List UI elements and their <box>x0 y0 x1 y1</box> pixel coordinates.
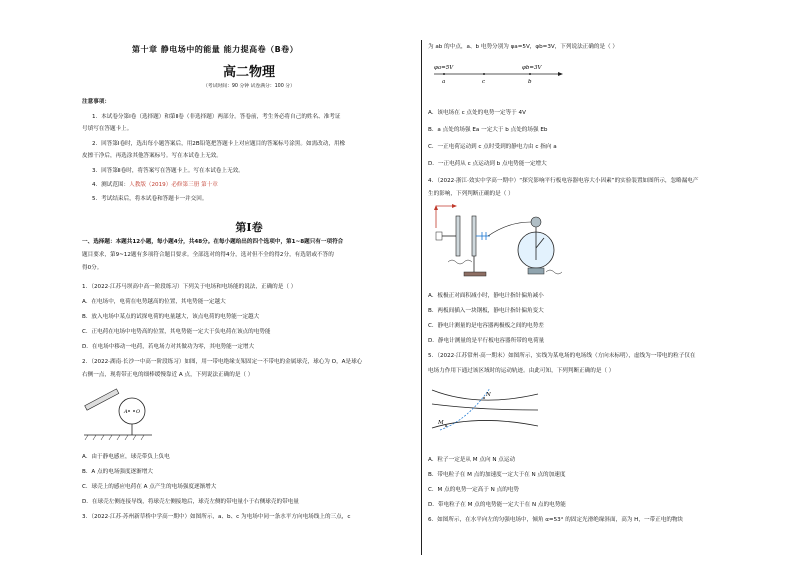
point-m-label: M <box>438 420 444 426</box>
point-c-label: c <box>482 79 486 85</box>
question-4-option: D．静电计测量的是平行板电容器所带的电荷量 <box>428 338 545 344</box>
potential-b-label: φb=3V <box>522 65 542 71</box>
question-3-option: B．a 点处的场强 Ea 一定大于 b 点处的场强 Eb <box>428 127 548 133</box>
question-6-stem: 6．如图所示，在水平向左的匀强电场中，倾角 α=53° 的固定光滑绝缘斜面，高为 H，一带正电的物块 <box>428 517 684 523</box>
field-line-figure <box>428 58 568 90</box>
shell-and-rod-figure <box>82 385 162 445</box>
question-5-option: B．带电粒子在 M 点的加速度一定大于在 N 点的加速度 <box>428 472 566 478</box>
column-divider <box>421 40 422 555</box>
field-trajectory-figure <box>428 380 548 440</box>
point-b-label: b <box>528 79 532 85</box>
question-4-option: B．两板间插入一块钢板，静电计指针偏角变大 <box>428 308 544 314</box>
question-4-stem: 4．（2022·浙江·效实中学高一期中）“探究影响平行板电容器电容大小因素”的实验装置如图所示，忽略漏电产 <box>428 178 699 184</box>
question-1-option: A．在电场中，电荷在电势越高的位置，其电势能一定越大 <box>82 299 226 305</box>
test-scope-value: 人教版（2019）必修第三册 第十章 <box>129 182 218 188</box>
point-a-label: A <box>124 409 128 415</box>
question-1-option: D．在电场中移动一电荷，若电场力对其做功为零，其电势能一定增大 <box>82 344 255 350</box>
instruction-line: 题目要求，第9~12题有多项符合题目要求。全部选对的得4分，选对但不全的得2分，有选错或不答的 <box>82 252 334 258</box>
question-4-option: A．板极正对面积减小时，静电计指针偏角减小 <box>428 293 544 299</box>
note-line: 3．回答第Ⅱ卷时，将答案写在答题卡上。写在本试卷上无效。 <box>92 168 244 174</box>
center-o-label: O <box>136 409 141 415</box>
potential-a-label: φa=5V <box>434 65 454 71</box>
question-2-stem: 右侧一点，现将带正电的细棒缓慢靠近 A 点，下列说法正确的是（ ） <box>82 372 254 378</box>
exam-title: 第十章 静电场中的能量 能力提高卷（B卷） <box>132 45 299 54</box>
test-scope-label: 4．测试范围： <box>92 182 130 188</box>
question-4-option: C．静电计测量的是电容器两极板之间的电势差 <box>428 323 544 329</box>
note-line <box>92 181 218 190</box>
point-a-label: a <box>442 79 446 85</box>
part-title: 第Ⅰ卷 <box>235 221 263 234</box>
question-5-stem: 5．（2022·江苏常州·高一期末）如图所示，实线为某电场的电场线（方向未标明），虚线为一带电的粒子仅在 <box>428 353 696 359</box>
notes-heading: 注意事项： <box>82 99 110 105</box>
subject-title: 高二物理 <box>222 65 275 80</box>
question-3-option: D．一正电荷从 c 点运动到 b 点电势能一定增大 <box>428 161 547 167</box>
question-3-stem-cont: 为 ab 的中点，a、b 电势分别为 φa=5V，φb=3V，下列说法正确的是（ ） <box>428 44 619 50</box>
question-5-option: D．带电粒子在 M 点的电势能一定大于在 N 点的电势能 <box>428 502 566 508</box>
note-line: 皮擦干净后，再选涂其他答案标号。写在本试卷上无效。 <box>82 153 222 159</box>
question-2-stem: 2．（2022·湖南·长沙一中高一阶段练习）如图，用一带电绝缘支架固定一不带电的金属球壳，球心为 O，A是球心 <box>82 359 363 365</box>
question-3-stem: 3．（2022·江苏·苏州新草桥中学高一期中）如图所示，a、b、c 为电场中同一条水平方向电场线上的三点，c <box>82 514 351 520</box>
instruction-line: 一、选择题：本题共12小题，每小题4分，共48分。在每小题给出的四个选项中，第1~8题只有一项符合 <box>82 239 344 245</box>
question-1-stem: 1．（2022·江苏马坝高中高一阶段练习）下列关于电场和电场能的说法，正确的是（ ） <box>82 284 297 290</box>
note-line: 5．考试结束后，将本试卷和答题卡一并交回。 <box>92 196 208 202</box>
point-n-label: N <box>486 392 491 398</box>
question-5-option: A．粒子一定是从 M 点向 N 点运动 <box>428 457 516 463</box>
exam-meta: （考试时间：90 分钟 试卷满分：100 分） <box>203 84 295 89</box>
question-4-stem: 生的影响，下列判断正确的是（ ） <box>428 191 514 197</box>
question-3-option: C．一正电荷运动到 c 点时受到的静电力由 c 指向 a <box>428 144 557 150</box>
question-5-option: C．M 点的电势一定高于 N 点的电势 <box>428 487 519 493</box>
capacitor-electrometer-figure <box>428 202 568 284</box>
note-line: 号填写在答题卡上。 <box>82 126 133 132</box>
question-1-option: B．放入电场中某点的试探电荷的电量越大，该点电荷的电势能一定越大 <box>82 314 260 320</box>
note-line: 1．本试卷分第Ⅰ卷（选择题）和第Ⅱ卷（非选择题）两部分。答卷前，考生务必将自己的姓名、准考证 <box>92 114 341 120</box>
question-2-option: C．球壳上的感应电荷在 A 点产生的电场强度逐渐增大 <box>82 484 217 490</box>
question-5-stem: 电场力作用下通过该区域时的运动轨迹。由此可知，下列判断正确的是（ ） <box>428 368 615 374</box>
instruction-line: 得0分。 <box>82 265 103 271</box>
question-2-option: A．由于静电感应，球壳带负上负电 <box>82 454 170 460</box>
note-line: 2．回答第Ⅰ卷时，选出每小题答案后，用2B铅笔把答题卡上对应题目的答案标号涂黑。如需改动，用橡 <box>92 141 346 147</box>
question-3-option: A．该电场在 c 点处的电势一定等于 4V <box>428 110 526 116</box>
right-column <box>428 0 766 562</box>
question-2-option: B．A 点的电场强度逐渐增大 <box>82 469 153 475</box>
question-2-option: D．在球壳左侧连接导线，将球壳左侧接地后，球壳左侧的带电量小于右侧球壳的带电量 <box>82 499 299 505</box>
question-1-option: C．正电荷在电场中电势高的位置，其电势能一定大于负电荷在该点的电势能 <box>82 329 271 335</box>
left-column <box>82 0 416 562</box>
